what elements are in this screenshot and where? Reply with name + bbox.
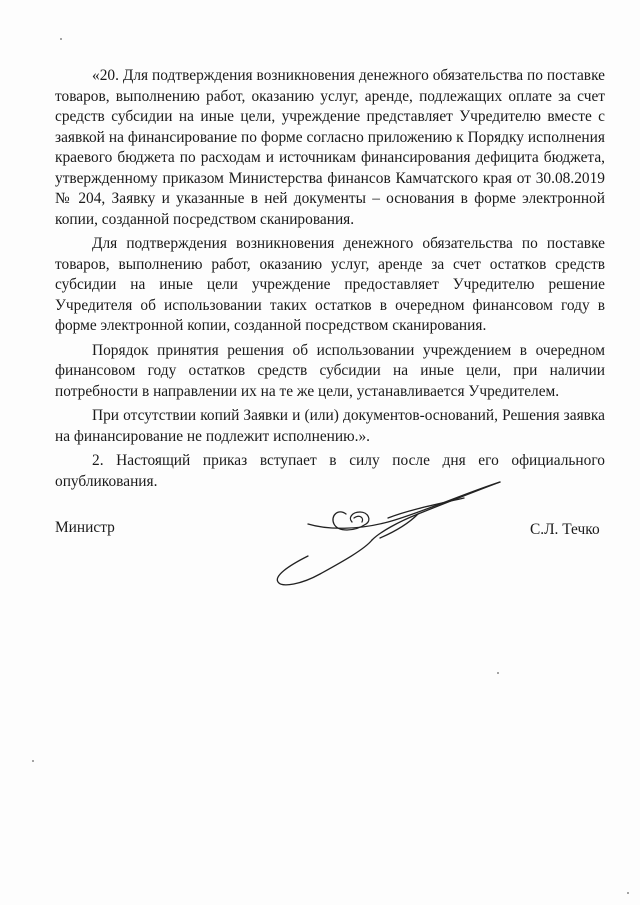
handwritten-signature: [268, 478, 518, 598]
scan-speck: [497, 672, 499, 674]
document-body: [55, 66, 605, 492]
scan-speck: [60, 38, 62, 40]
paragraph-remaining-funds: Для подтверждения возникновения денежного обязательства по поставке товаров, выполнению работ, оказанию услуг, аренде за счет остатков средств субсидии на иные цели учреждение предоставляет Учредителю решение Учредителя об использовании таких остатков в очередном финансовом году в форме электронной копии, созданной посредством сканирования.: [55, 235, 605, 334]
scan-speck: [32, 760, 34, 762]
paragraph-decision-procedure: Порядок принятия решения об использовании учреждением в очередном финансовом году остатков средств субсидии на иные цели, при наличии потребности в направлении их на те же цели, устанавливается Учредителем.: [55, 341, 605, 400]
paragraph-clause-20: «20. Для подтверждения возникновения денежного обязательства по поставке товаров, выполнению работ, оказанию услуг, аренде, подлежащих оплате за счет средств субсидии на иные цели, учреждение представляет Учредителю вместе с заявкой на финансирование по форме согласно приложению к Порядку исполнения краевого бюджета по расходам и источникам финансирования дефицита бюджета, утвержденному приказом Министерства финансов Камчатского края от 30.08.2019 № 204, Заявку и указанные в ней документы – основания в форме электронной копии, созданной посредством сканирования.: [55, 67, 605, 228]
scan-speck: [627, 892, 629, 894]
signatory-name: С.Л. Течко: [530, 521, 600, 538]
signatory-title: Министр: [55, 519, 115, 536]
paragraph-effective-date: 2. Настоящий приказ вступает в силу после дня его официального опубликования.: [55, 452, 605, 490]
paragraph-missing-copies: При отсутствии копий Заявки и (или) документов-оснований, Решения заявка на финансирование не подлежит исполнению.».: [55, 407, 605, 445]
